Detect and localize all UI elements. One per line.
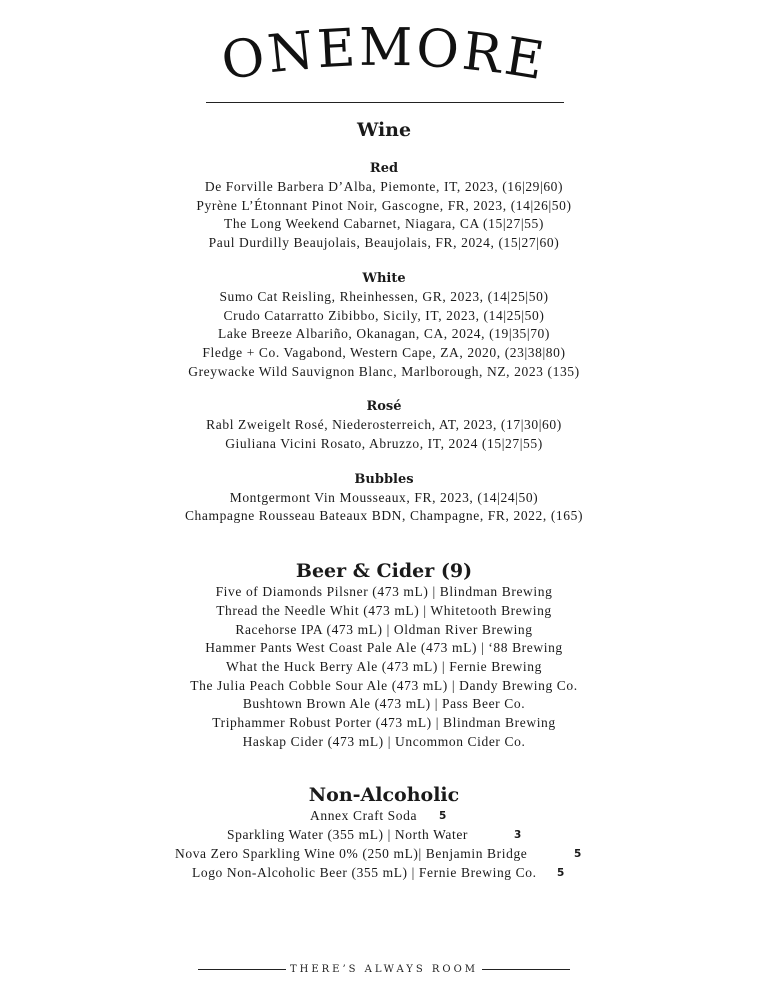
logo-divider	[206, 102, 564, 103]
bubbles-title: Bubbles	[354, 471, 414, 487]
beer-item: Racehorse IPA (473 mL) | Oldman River Brewing	[235, 621, 533, 637]
wine-item: Crudo Catarratto Zibibbo, Sicily, IT, 2023, (14|25|50)	[223, 307, 545, 323]
wine-item: Pyrène L’Étonnant Pinot Noir, Gascogne, FR, 2023, (14|26|50)	[196, 197, 572, 213]
beer-item: Bushtown Brown Ale (473 mL) | Pass Beer Co.	[242, 696, 526, 712]
wine-item: Sumo Cat Reisling, Rheinhessen, GR, 2023, (14|25|50)	[219, 288, 549, 304]
non-alcoholic-item	[0, 826, 768, 845]
beer-item: Thread the Needle Whit (473 mL) | Whitetooth Brewing	[216, 602, 552, 618]
item-price: 3	[514, 829, 522, 842]
item-price: 5	[439, 810, 447, 823]
red-title: Red	[369, 161, 399, 176]
beer-item: Hammer Pants West Coast Pale Ale (473 mL) | ‘88 Brewing	[205, 640, 563, 656]
item-name: Annex Craft Soda	[310, 808, 418, 824]
beer-title: Beer & Cider (9)	[295, 560, 473, 583]
wine-item: De Forville Barbera D’Alba, Piemonte, IT, 2023, (16|29|60)	[204, 179, 564, 194]
non-alcoholic-section	[0, 783, 768, 882]
wine-item: Paul Durdilly Beaujolais, Beaujolais, FR, 2024, (15|27|60)	[208, 235, 560, 251]
beer-item: What the Huck Berry Ale (473 mL) | Fernie Brewing	[226, 658, 542, 674]
beer-item: Triphammer Robust Porter (473 mL) | Blindman Brewing	[212, 715, 556, 731]
wine-item: Champagne Rousseau Bateaux BDN, Champagne, FR, 2022, (165)	[184, 508, 584, 524]
menu-content	[0, 118, 768, 882]
wine-item: Fledge + Co. Vagabond, Western Cape, ZA, 2020, (23|38|80)	[202, 344, 566, 360]
wine-item: Giuliana Vicini Rosato, Abruzzo, IT, 2024 (15|27|55)	[225, 436, 543, 452]
beer-item: Haskap Cider (473 mL) | Uncommon Cider Co.	[242, 733, 526, 749]
non-alcoholic-title: Non-Alcoholic	[308, 784, 460, 807]
item-name: Logo Non-Alcoholic Beer (355 mL) | Fernie Brewing Co.	[192, 864, 537, 880]
non-alcoholic-item	[0, 845, 768, 864]
beer-section	[0, 559, 768, 751]
beer-item: The Julia Peach Cobble Sour Ale (473 mL) | Dandy Brewing Co.	[190, 677, 578, 693]
wine-item: The Long Weekend Cabarnet, Niagara, CA (15|27|55)	[224, 216, 544, 232]
brand-logo	[0, 22, 768, 100]
item-price: 5	[574, 847, 582, 860]
item-name: Nova Zero Sparkling Wine 0% (250 mL)| Benjamin Bridge	[175, 845, 528, 861]
item-price: 5	[557, 866, 565, 879]
footer-rule-right	[482, 969, 570, 970]
tagline: THERE’S ALWAYS ROOM	[289, 964, 479, 975]
non-alcoholic-item	[0, 864, 768, 883]
wine-item: Greywacke Wild Sauvignon Blanc, Marlborough, NZ, 2023 (135)	[188, 363, 580, 379]
brand-name: ONEMORE	[217, 22, 551, 93]
wine-title: Wine	[356, 119, 412, 141]
wine-item: Rabl Zweigelt Rosé, Niederosterreich, AT, 2023, (17|30|60)	[206, 417, 562, 433]
item-name: Sparkling Water (355 mL) | North Water	[227, 827, 469, 843]
non-alcoholic-item	[0, 807, 768, 826]
wine-item: Lake Breeze Albariño, Okanagan, CA, 2024, (19|35|70)	[217, 326, 551, 342]
wine-item: Montgermont Vin Mousseaux, FR, 2023, (14|24|50)	[229, 489, 539, 505]
rose-title: Rosé	[366, 399, 402, 415]
white-title: White	[362, 270, 406, 286]
wine-section	[0, 118, 768, 526]
brand-logo-arc	[174, 22, 594, 100]
beer-item: Five of Diamonds Pilsner (473 mL) | Blindman Brewing	[215, 584, 553, 600]
footer-tagline	[0, 964, 768, 975]
footer-rule-left	[198, 969, 286, 970]
